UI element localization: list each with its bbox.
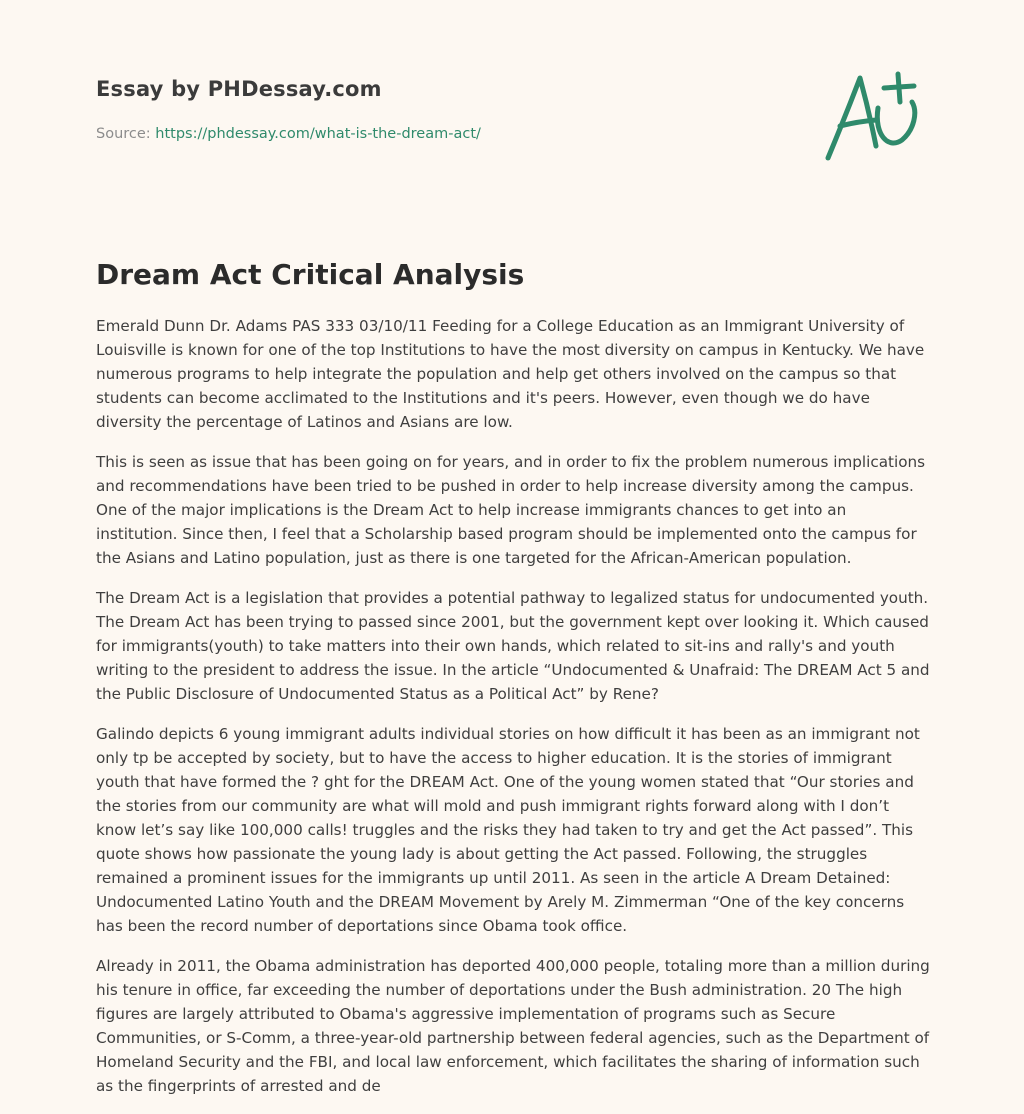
essay-title: Dream Act Critical Analysis	[96, 258, 525, 291]
essay-paragraph: Galindo depicts 6 young immigrant adults individual stories on how difficult it has been as an immigrant not only tp be accepted by society, but to have the access to higher education. It is the stories of immigrant youth that have formed the ? ght for the DREAM Act. One of the young women stated that “Our stories and the stories from our community are what will mold and push immigrant rights forward along with I don’t know let’s say like 100,000 calls! truggles and the risks they had taken to try and get the Act passed”. This quote shows how passionate the young lady is about getting the Act passed. Following, the struggles remained a prominent issues for the immigrants up until 2011. As seen in the article A Dream Detained: Undocumented Latino Youth and the DREAM Movement by Arely M. Zimmerman “One of the key concerns has been the record number of deportations since Obama took office.	[96, 725, 920, 935]
brand-title: Essay by PHDessay.com	[96, 77, 382, 101]
essay-paragraph: This is seen as issue that has been going on for years, and in order to fix the problem numerous implications and recommendations have been tried to be pushed in order to help increase diversity among the campus. One of the major implications is the Dream Act to help increase immigrants chances to get into an institution. Since then, I feel that a Scholarship based program should be implemented onto the campus for the Asians and Latino population, just as there is one targeted for the African-American population.	[96, 453, 926, 567]
source-link[interactable]: https://phdessay.com/what-is-the-dream-act/	[155, 126, 481, 142]
source-label: Source:	[96, 126, 151, 142]
essay-paragraph: Emerald Dunn Dr. Adams PAS 333 03/10/11 Feeding for a College Education as an Immigrant University of Louisville is known for one of the top Institutions to have the most diversity on campus in Kentucky. We have numerous programs to help integrate the population and help get others involved on the campus so that students can become acclimated to the Institutions and it's peers. However, even though we do have diversity the percentage of Latinos and Asians are low.	[96, 317, 925, 431]
essay-body	[96, 314, 932, 1114]
source-line	[96, 124, 796, 144]
essay-paragraph: The Dream Act is a legislation that provides a potential pathway to legalized status for undocumented youth. The Dream Act has been trying to passed since 2001, but the government kept over looking it. Which caused for immigrants(youth) to take matters into their own hands, which related to sit-ins and rally's and youth writing to the president to address the issue. In the article “Undocumented & Unafraid: The DREAM Act 5 and the Public Disclosure of Undocumented Status as a Political Act” by Rene?	[96, 589, 930, 703]
page-header	[96, 74, 796, 144]
essay-paragraph: Already in 2011, the Obama administration has deported 400,000 people, totaling more than a million during his tenure in office, far exceeding the number of deportations under the Bush administration. 20 The high figures are largely attributed to Obama's aggressive implementation of programs such as Secure Communities, or S-Comm, a three-year-old partnership between federal agencies, such as the Department of Homeland Security and the FBI, and local law enforcement, which facilitates the sharing of information such as the fingerprints of arrested and de	[96, 957, 930, 1095]
a-plus-logo-icon	[822, 68, 928, 164]
